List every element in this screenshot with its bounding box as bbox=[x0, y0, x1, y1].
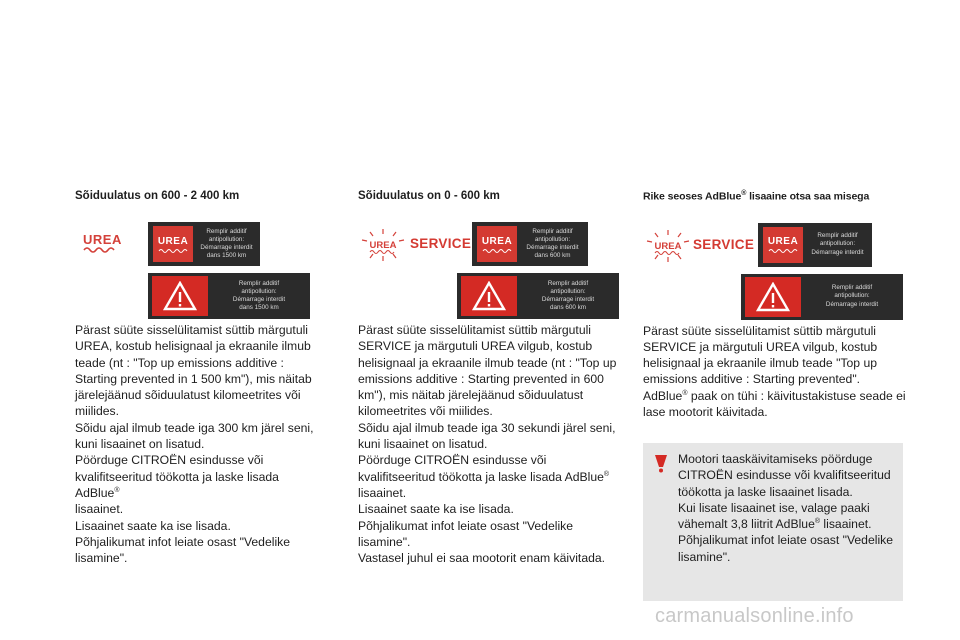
watermark: carmanualsonline.info bbox=[655, 605, 854, 627]
display-message: Remplir additif antipollution: Démarrage interdit dans 600 km bbox=[541, 279, 595, 312]
paragraph: Pärast süüte sisselülitamist süttib märgutuli UREA, kostub helisignaal ja ekraanile ilmub teade (nt : "Top up emissions additive : Starting prevented in 1 500 km"), mis näitab järelejäänud sõiduulatust kilomeetrites või miilides. bbox=[75, 323, 312, 419]
wave-icon bbox=[158, 247, 188, 253]
paragraph: Lisaainet saate ka ise lisada. bbox=[358, 502, 514, 517]
display-message: Remplir additif antipollution: Démarrage interdit bbox=[825, 284, 879, 308]
paragraph: Põhjalikumat infot leiate osast "Vedelike lisamine". bbox=[75, 534, 291, 566]
urea-lamp-icon: UREA bbox=[477, 226, 517, 262]
section-range-600-2400 bbox=[75, 190, 325, 566]
indicator-illustrations bbox=[643, 211, 908, 323]
display-message: Remplir additif antipollution: Démarrage interdit dans 1500 km bbox=[232, 279, 286, 312]
section-heading: Sõiduulatus on 0 - 600 km bbox=[358, 190, 500, 202]
warning-triangle-icon bbox=[152, 276, 208, 316]
paragraph: Pöörduge CITROËN esindusse või kvalifitseeritud töökotta ja laske lisada AdBlue® bbox=[358, 453, 610, 484]
display-message: Remplir additif antipollution: Démarrage interdit bbox=[811, 232, 864, 256]
urea-warning-icon: UREA bbox=[83, 232, 122, 253]
paragraph: Põhjalikumat infot leiate osast "Vedelike lisamine". bbox=[358, 518, 574, 549]
warning-display bbox=[148, 273, 310, 319]
paragraph: lisaainet. bbox=[75, 502, 124, 517]
display-message: Remplir additif antipollution: Démarrage interdit dans 1500 km bbox=[200, 227, 253, 260]
service-warning-icon: SERVICE bbox=[693, 236, 755, 252]
section-body bbox=[358, 322, 623, 566]
urea-display-small bbox=[148, 222, 260, 266]
indicator-illustrations bbox=[358, 210, 623, 322]
paragraph: AdBlue® paak on tühi : käivitustakistuse seade ei lase mootorit käivitada. bbox=[643, 388, 906, 419]
paragraph: Pöörduge CITROËN esindusse või kvalifitseeritud töökotta ja laske lisada AdBlue® bbox=[75, 453, 279, 500]
urea-lamp-icon: UREA bbox=[153, 226, 193, 262]
paragraph: Kui lisate lisaainet ise, valage paaki vähemalt 3,8 liitrit AdBlue® lisaainet. bbox=[678, 500, 872, 532]
urea-display-small bbox=[758, 223, 872, 267]
paragraph: Sõidu ajal ilmub teade iga 300 km järel seni, kuni lisaainet on lisatud. bbox=[75, 420, 314, 452]
urea-display-small bbox=[472, 222, 588, 266]
display-message: Remplir additif antipollution: Démarrage interdit dans 600 km bbox=[526, 227, 579, 260]
section-body bbox=[75, 322, 325, 566]
paragraph: Sõidu ajal ilmub teade iga 30 sekundi järel seni, kuni lisaainet on lisatud. bbox=[358, 420, 616, 452]
paragraph: lisaainet. bbox=[358, 485, 407, 500]
section-body bbox=[643, 323, 908, 421]
urea-lamp-icon: UREA bbox=[763, 227, 803, 263]
exclamation-icon bbox=[651, 453, 671, 473]
section-heading: Sõiduulatus on 600 - 2 400 km bbox=[75, 190, 240, 202]
warning-triangle-icon bbox=[461, 276, 517, 316]
svg-text:UREA: UREA bbox=[654, 240, 682, 252]
section-heading: Rike seoses AdBlue® lisaaine otsa saa misega bbox=[643, 190, 870, 203]
warning-display bbox=[457, 273, 619, 319]
paragraph: Pärast süüte sisselülitamist süttib märgutuli SERVICE ja märgutuli UREA vilgub, kostub helisignaal ja ekraanile ilmub teade (nt : "Top up emissions additive : Starting prevented in 600 km"), mis näitab järelejäänud sõiduulatust kilomeetrites või miilides. bbox=[358, 323, 617, 419]
warning-triangle-icon bbox=[745, 277, 801, 317]
service-warning-icon: SERVICE bbox=[410, 236, 472, 251]
paragraph: Põhjalikumat infot leiate osast "Vedelike lisamine". bbox=[678, 533, 894, 564]
warning-display bbox=[741, 274, 903, 320]
paragraph: Lisaainet saate ka ise lisada. bbox=[75, 518, 231, 533]
paragraph: Mootori taaskäivitamiseks pöörduge CITROËN esindusse või kvalifitseeritud töökotta ja laske lisaainet lisada. bbox=[678, 452, 891, 499]
svg-text:UREA: UREA bbox=[369, 240, 397, 251]
paragraph: Pärast süüte sisselülitamist süttib märgutuli SERVICE ja märgutuli UREA vilgub, kostub helisignaal ja ekraanile ilmub teade "Top up emissions additive : Starting prevented". bbox=[643, 323, 878, 387]
section-adblue-empty bbox=[643, 190, 908, 420]
warning-note-box bbox=[643, 443, 903, 601]
section-range-0-600 bbox=[358, 190, 623, 566]
indicator-illustrations bbox=[75, 210, 325, 322]
paragraph: Vastasel juhul ei saa mootorit enam käivitada. bbox=[358, 551, 606, 566]
urea-flashing-icon bbox=[360, 228, 406, 262]
note-text bbox=[678, 451, 898, 565]
wave-icon bbox=[482, 247, 512, 253]
wave-icon bbox=[768, 247, 798, 253]
urea-flashing-icon bbox=[645, 229, 691, 263]
